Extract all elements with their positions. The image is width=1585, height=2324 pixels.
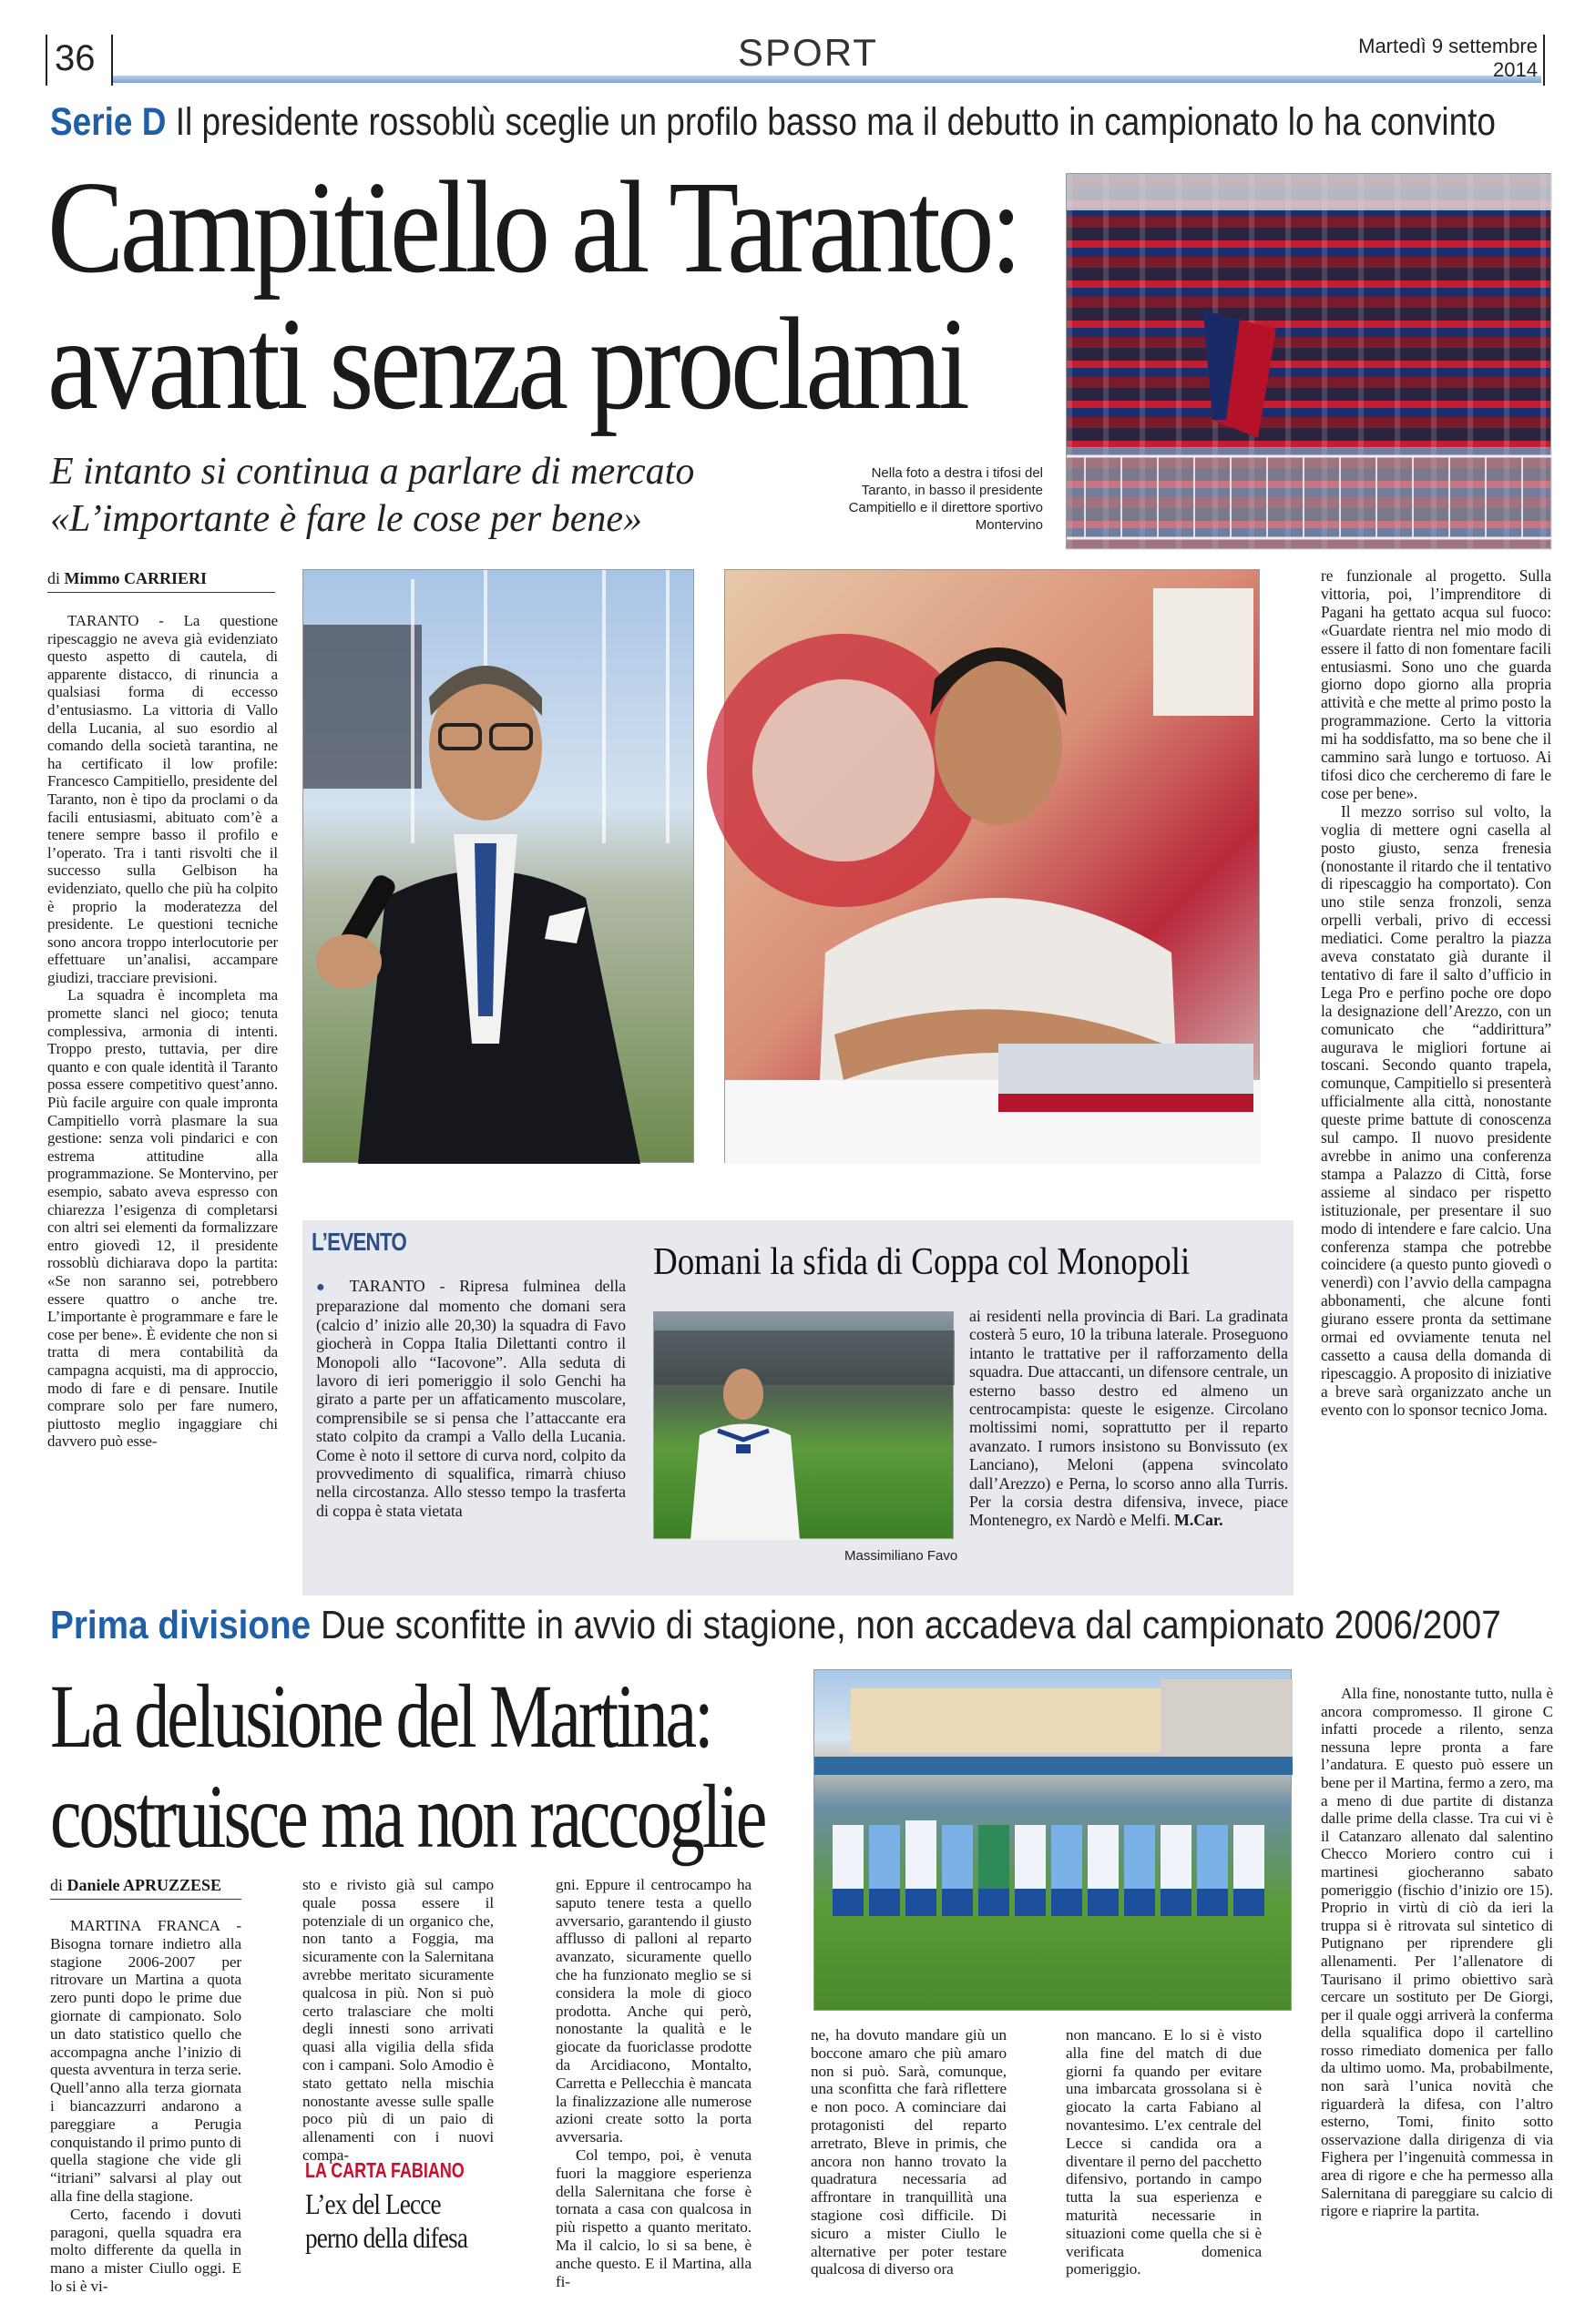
date-rule xyxy=(1543,35,1545,86)
kicker2-tag: Prima divisione xyxy=(50,1603,312,1647)
article2-col5-text: non mancano. E lo si è visto alla fine del match di due giorni fa quando per evitare una imbarcata grossolana si è giocato la carta Fabiano al novantesimo. L’ex centrale del Lecce si candida ora a diventare il perno del pacchetto difensivo, portando in campo tutta la sua esperienza e maturità necessarie in situazioni come quella che si è verificata domenica pomeriggio. xyxy=(1066,2026,1262,2278)
article2-col2-text: sto e rivisto già sul campo quale possa essere il potenziale di un organico che, non tanto a Foggia, ma sicuramente con la Salernitana avrebbe meritato sicuramente qualcosa in più. Non si può certo tralasciare che molti degli innesti sono arrivati quasi alla vigilia della sfida con i campani. Solo Amodio è stato gettato nella mischia nonostante avesse sulle spalle poco più di un paio di allenamenti con i nuovi compa- xyxy=(302,1876,494,2164)
fans-photo xyxy=(1066,173,1551,549)
kicker2-text: Due sconfitte in avvio di stagione, non accadeva dal campionato 2006/2007 xyxy=(320,1603,1501,1647)
evento-box xyxy=(302,1220,1294,1595)
headline2-line2: costruisce ma non raccoglie xyxy=(50,1766,765,1867)
headline-line2: avanti senza proclami xyxy=(47,291,966,437)
article2-col3-para1: gni. Eppure il centrocampo ha saputo tenere testa a quello avversario, garantendo il giusto afflusso di palloni al reparto avanzato, sicuramente quello che ha funzionato meglio se si considera la mole di gioco prodotta. Anche qui però, nonostante la qualità e le giocate da fuoriclasse prodotte da Arcidiacono, Montalto, Carretta e Pellecchia è mancata la finalizzazione alle numerose azioni create sotto la porta avversaria. xyxy=(556,1876,752,2146)
bullet-icon: ● xyxy=(316,1279,336,1295)
evento-col2-text xyxy=(969,1307,1288,1530)
headline-line1: Campitiello al Taranto: xyxy=(47,155,1018,301)
article2-col2 xyxy=(302,1876,494,2164)
article1-subhead xyxy=(50,448,815,543)
header-rule xyxy=(113,76,1541,83)
article1-headline xyxy=(47,155,1049,437)
subhead-line2: «L’importante è fare le cose per bene» xyxy=(50,498,643,540)
evento-signature: M.Car. xyxy=(1174,1511,1223,1530)
evento-dateline: TARANTO xyxy=(349,1277,425,1295)
date-year: 2014 xyxy=(1493,58,1538,81)
photo-caption: Nella foto a destra i tifosi del Taranto, in basso il presidente Campitiello e il direttore sportivo Montervino xyxy=(848,465,1043,533)
team-figure xyxy=(814,1670,1293,2012)
byline-name: Mimmo CARRIERI xyxy=(64,569,208,587)
kicker-text: Il presidente rossoblù sceglie un profilo basso ma il debutto in campionato lo ha convinto xyxy=(175,100,1496,144)
byline-prefix: di xyxy=(47,569,61,587)
article2-col6-text: Alla fine, nonostante tutto, nulla è ancora compromesso. Il girone C infatti procede a rilento, senza nessuna lepre pronta a fare l’andatura. E questo può essere un bene per il Martina, fermo a zero, ma a meno di due partite di distanza dalle prime della classe. Tra cui vi è il Catanzaro allenato dal salentino Checco Moriero contro cui i martinesi giocheranno sabato pomeriggio (fischio d’inizio ore 15). Proprio in virtù di ciò da ieri la truppa si è ritrovata sul sintetico di Putignano per riprendere gli allenamenti. Per l’allenatore di Taurisano il primo obiettivo sarà cercare un sostituto per De Giorgi, per il quale oggi arriverà la conferma della squalifica dopo il cartellino rosso rimediato domenica per fallo da ultimo uomo. Ma, probabilmente, non sarà l’unica novità che riguarderà la difesa, con l’altro esterno, Tomi, finito sotto osservazione dalla dirigenza di via Fighera per l’ingenuità commessa in area di rigore e che ha permesso alla Salernitana di pareggiare su calcio di rigore e riaprire la partita. xyxy=(1321,1685,1553,2220)
article1-col1-para2: La squadra è incompleta ma promette slanci nel gioco; tenuta complessiva, armonia di intenti. Troppo presto, tuttavia, per dire quanto e con quale identità il Taranto possa essere competitivo quest’anno. Più facile arguire con quale impronta Campitiello vorrà plasmare la sua gestione: senza voli pindarici e con estrema attitudine alla programmazione. Se Montervino, per esempio, sabato aveva espresso con chiarezza l’esigenza di completarsi con altri sei elementi da formalizzare entro giovedì 12, il presidente rossoblù dichiarava dopo la partita: «Se non saranno sei, potrebbero essere quattro o anche tre. L’importante è programmare e fare le cose per bene». È evidente che non si tratta di mera contabilità da campagna acquisti, ma di approccio, modo di fare e di pensare. Inutile comprare solo per fare numero, piuttosto meglio ingaggiare chi davvero può esse- xyxy=(47,986,278,1451)
article2-col5 xyxy=(1066,2026,1262,2281)
byline2-prefix: di xyxy=(50,1876,64,1894)
fans-photo-svg xyxy=(1067,174,1552,550)
president-photo xyxy=(302,569,694,1163)
montervino-figure xyxy=(725,570,1261,1164)
favo-caption: Massimiliano Favo xyxy=(844,1548,958,1564)
article2-col1-para2: Certo, facendo i dovuti paragoni, quella squadra era molto differente da quella in mano a mister Ciullo oggi. E lo si è vi- xyxy=(50,2205,241,2295)
section-name: SPORT xyxy=(738,31,878,74)
article1-col1 xyxy=(47,612,278,1595)
article2-byline xyxy=(50,1876,241,1900)
evento-label: L’EVENTO xyxy=(312,1228,406,1256)
article2-col4-text: ne, ha dovuto mandare giù un boccone amaro che più amaro non si può. Sarà, comunque, una sconfitta che farà riflettere e non poco. A cominciare dai protagonisti del reparto arretrato, Bleve in primis, che ancora non hanno trovato la quadratura necessaria ad affrontare in tranquillità una stagione così difficile. Di sicuro a mister Ciullo le alternative per poter testare qualcosa di diverso ora xyxy=(811,2026,1007,2278)
article1-col3-para1: re funzionale al progetto. Sulla vittoria, poi, l’imprenditore di Pagani ha gettato acqua sul fuoco: «Guardate rientra nel mio modo di essere il fatto di non fomentare facili entusiasmi. Sono uno che guarda giorno dopo giorno alla propria attività e che mette al primo posto la programmazione. Certo la vittoria mi ha soddisfatto, ma so bene che il cammino sarà lungo e tortuoso. Ai tifosi dico che cercheremo di fare le cose per bene». xyxy=(1321,566,1551,802)
article1-col1-para1: TARANTO - La questione ripescaggio ne aveva già evidenziato questo aspetto di cautela, di apparente distacco, di rinuncia a qualsiasi forma di eccesso d’entusiasmo. La vittoria di Vallo della Lucania, al suo esordio al comando della società tarantina, ne ha certificato il low profile: Francesco Campitiello, presidente del Taranto, non è tipo da proclami o da facili entusiasmi, abituato com’è a tenere sempre basso il profilo e l’operato. Tra i tanti risvolti che il successo sulla Gelbison ha evidenziato, quello che più ha colpito è proprio la moderatezza del presidente. Le questioni tecniche sono ancora troppo interlocutorie per effettuare un’analisi, accampare giudizi, tracciare previsioni. xyxy=(47,612,278,986)
date-line: Martedì 9 settembre xyxy=(1358,35,1538,57)
byline2-name: Daniele APRUZZESE xyxy=(66,1876,222,1894)
article2-col4 xyxy=(811,2026,1007,2281)
article1-col3 xyxy=(1321,567,1551,1596)
article2-col3-para2: Col tempo, poi, è venuta fuori la maggiore esperienza della Salernitana che forse è tornata a casa con qualcosa in più rispetto a quanto meritato. Ma il calcio, lo si sa bene, è anche questo. E il Martina, alla fi- xyxy=(556,2146,752,2290)
evento-col2-body: ai residenti nella provincia di Bari. La gradinata costerà 5 euro, 10 la tribuna laterale. Proseguono intanto le trattative per il rafforzamento della squadra. Due attaccanti, un difensore centrale, un esterno basso destro ed almeno un centrocampista: queste le esigenze. Circolano moltissimi nomi, soprattutto per il reparto avanzato. I rumors insistono su Bonvissuto (ex Lanciano), Meloni (appena svincolato dall’Arezzo) e Perna, lo scorso anno alla Turris. Per la corsia destra difensiva, invece, piace Montenegro, ex Nardò e Melfi. xyxy=(969,1307,1288,1530)
evento-col1 xyxy=(316,1277,626,1591)
article1-byline xyxy=(47,569,275,593)
evento-headline: Domani la sfida di Coppa col Monopoli xyxy=(653,1241,1191,1283)
evento-col1-text xyxy=(316,1277,626,1520)
page-header xyxy=(46,27,1549,91)
favo-figure xyxy=(654,1312,955,1540)
evento-col1-body: - Ripresa fulminea della preparazione dal momento che domani sera (calcio d’ inizio alle 20,30) la squadra di Favo giocherà in Coppa Italia Dilettanti contro il Monopoli allo “Iacovone”. Alla seduta di lavoro di ieri pomeriggio il solo Genchi ha girato a parte per un affaticamento muscolare, comprensibile se si pensa che l’attaccante era stato colpito da crampi a Vallo della Lucania. Come è noto il settore di curva nord, colpito da provvedimento di squalifica, rimarrà chiuso nella circostanza. Allo stesso tempo la trasferta di coppa è stata vietata xyxy=(316,1277,626,1520)
page-number: 36 xyxy=(55,38,96,78)
president-figure xyxy=(303,570,695,1164)
subhead-line1: E intanto si continua a parlare di mercato xyxy=(50,451,695,493)
article2-col6 xyxy=(1321,1685,1553,2281)
article2-col3 xyxy=(556,1876,752,2290)
favo-photo xyxy=(653,1311,954,1539)
carta-fabiano-head xyxy=(305,2187,496,2255)
page-number-rule xyxy=(46,35,47,86)
montervino-photo xyxy=(724,569,1260,1163)
team-photo xyxy=(813,1669,1292,2011)
article1-kicker xyxy=(50,100,1496,145)
carta-fabiano-line1: L’ex del Lecce xyxy=(305,2187,441,2220)
carta-fabiano-line2: perno della difesa xyxy=(305,2221,468,2254)
article2-col1 xyxy=(50,1917,241,2295)
kicker-tag: Serie D xyxy=(50,100,167,144)
headline2-line1: La delusione del Martina: xyxy=(50,1666,711,1767)
article1-col3-para2: Il mezzo sorriso sul volto, la voglia di mettere ogni casella al posto giusto, senza frenesia (nonostante il ritardo che il tentativo di ripescaggio ha comportato). Con uno stile senza fronzoli, senza orpelli verbali, privo di eccessi mediatici. Come peraltro la piazza aveva constatato già durante il tentativo di fare il salto d’ufficio in Lega Pro e perfino poche ore dopo la designazione dell’Arezzo, con un comunicato che “addirittura” augurava le migliori fortune ai toscani. Secondo quanto trapela, comunque, Campitiello si presenterà ufficialmente alla città, nonostante queste prime battute di conoscenza sul campo. Il nuovo presidente avrebbe in animo una conferenza stampa a Palazzo di Città, forse assieme al sindaco per rispetto istituzionale, per presentare il suo modo di intendere e fare calcio. Una conferenza stampa che potrebbe coincidere (a questo punto giovedì o venerdì) con l’avvio della campagna abbonamenti, che alcune fonti giurano essere pronta da settimane ormai ed ovviamente tenuta nel cassetto a causa della domanda di ripescaggio. A proposito di iniziative a breve sarà organizzato anche un evento con lo sponsor tecnico Joma. xyxy=(1321,801,1551,1419)
article2-headline xyxy=(50,1667,833,1867)
evento-col2 xyxy=(969,1307,1288,1589)
article2-col1-para1: MARTINA FRANCA - Bisogna tornare indietro alla stagione 2006-2007 per ritrovare un Martina a quota zero punti dopo le prime due giornate di campionato. Solo un dato statistico quello che accompagna anche l’inizio di questa avventura in terza serie. Quell’anno alla terza giornata i biancazzurri andarono a pareggiare a Perugia conquistando il primo punto di quella stagione che vide gli “itriani” salvarsi al play out alla fine della stagione. xyxy=(50,1917,241,2205)
carta-fabiano-label: LA CARTA FABIANO xyxy=(305,2158,465,2182)
article2-kicker xyxy=(50,1603,1501,1648)
